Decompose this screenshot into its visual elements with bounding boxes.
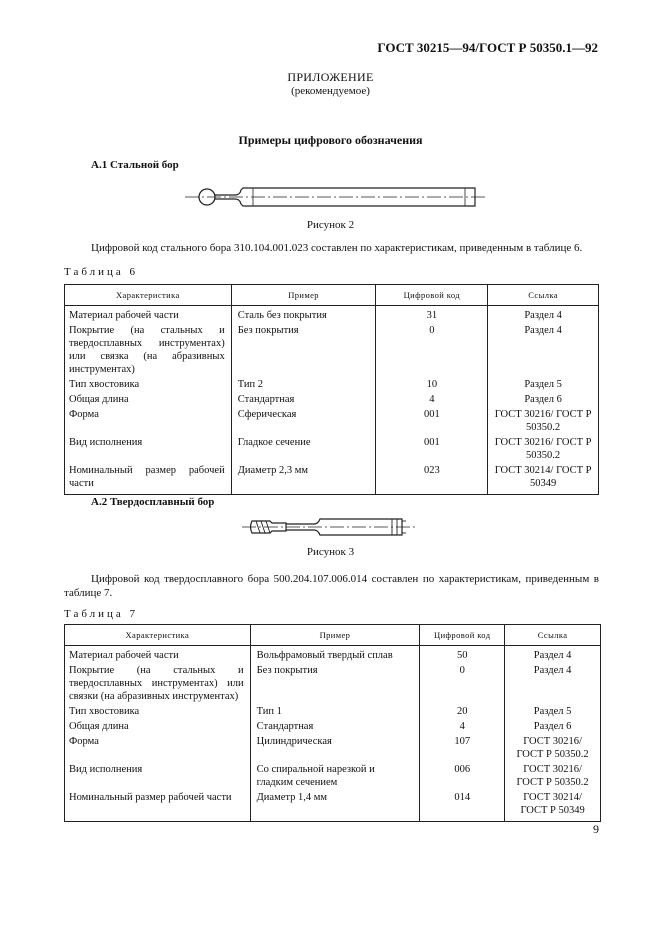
- table-7: [64, 624, 601, 822]
- table-row: [65, 704, 601, 719]
- reference-cell: ГОСТ 30216/ ГОСТ Р 50350.2: [488, 435, 599, 463]
- section-a1-paragraph: Цифровой код стального бора 310.104.001.023 составлен по характеристикам, приведенным в таблице 6.: [91, 242, 583, 254]
- table-row: [65, 790, 601, 822]
- characteristic-cell: Вид исполнения: [65, 435, 232, 463]
- reference-cell: ГОСТ 30216/ ГОСТ Р 50350.2: [505, 762, 601, 790]
- example-cell: Без покрытия: [250, 663, 420, 704]
- characteristic-cell: Тип хвостовика: [65, 704, 251, 719]
- characteristic-cell: Общая длина: [65, 392, 232, 407]
- code-cell: 31: [376, 306, 488, 324]
- document-header: ГОСТ 30215—94/ГОСТ Р 50350.1—92: [377, 40, 598, 55]
- table-row: [65, 663, 601, 704]
- reference-cell: ГОСТ 30214/ ГОСТ Р 50349: [505, 790, 601, 822]
- table-row: [65, 392, 599, 407]
- characteristic-cell: Вид исполнения: [65, 762, 251, 790]
- reference-cell: Раздел 6: [488, 392, 599, 407]
- table-6-header: Цифровой код: [376, 285, 488, 306]
- code-cell: 0: [376, 323, 488, 377]
- table-row: [65, 762, 601, 790]
- code-cell: 107: [420, 734, 505, 762]
- characteristic-cell: Форма: [65, 734, 251, 762]
- figure-3-caption: Рисунок 3: [306, 546, 355, 558]
- figure-2-caption: Рисунок 2: [306, 219, 355, 231]
- reference-cell: ГОСТ 30216/ ГОСТ Р 50350.2: [488, 407, 599, 435]
- table-row: [65, 646, 601, 664]
- example-cell: Тип 1: [250, 704, 420, 719]
- characteristic-cell: Материал рабочей части: [65, 306, 232, 324]
- characteristic-cell: Покрытие (на стальных и твердосплавных инструментах) или связка (на абразивных инструментах): [65, 323, 232, 377]
- code-cell: 4: [376, 392, 488, 407]
- section-a1-title: А.1 Стальной бор: [91, 159, 179, 171]
- reference-cell: ГОСТ 30214/ ГОСТ Р 50349: [488, 463, 599, 495]
- example-cell: Со спиральной нарезкой и гладким сечением: [250, 762, 420, 790]
- code-cell: 014: [420, 790, 505, 822]
- reference-cell: Раздел 4: [505, 646, 601, 664]
- example-cell: Диаметр 1,4 мм: [250, 790, 420, 822]
- table-6-title: Таблица 6: [64, 266, 139, 278]
- appendix-title: ПРИЛОЖЕНИЕ: [287, 70, 374, 84]
- example-cell: Диаметр 2,3 мм: [231, 463, 376, 495]
- characteristic-cell: Общая длина: [65, 719, 251, 734]
- appendix-subtitle: (рекомендуемое): [291, 85, 370, 97]
- code-cell: 001: [376, 435, 488, 463]
- table-6: [64, 284, 599, 495]
- table-7-header: Ссылка: [505, 625, 601, 646]
- examples-heading: Примеры цифрового обозначения: [238, 133, 423, 147]
- example-cell: Цилиндрическая: [250, 734, 420, 762]
- code-cell: 10: [376, 377, 488, 392]
- carbide-burr-drawing: [242, 512, 417, 542]
- reference-cell: Раздел 4: [505, 663, 601, 704]
- table-7-header: Характеристика: [65, 625, 251, 646]
- code-cell: 023: [376, 463, 488, 495]
- code-cell: 0: [420, 663, 505, 704]
- table-row: [65, 734, 601, 762]
- characteristic-cell: Номинальный размер рабочей части: [65, 790, 251, 822]
- section-a2-paragraph: Цифровой код твердосплавного бора 500.204.107.006.014 составлен по характеристикам, приведенным в таблице 7.: [64, 573, 599, 599]
- table-row: [65, 306, 599, 324]
- example-cell: Сферическая: [231, 407, 376, 435]
- example-cell: Стандартная: [250, 719, 420, 734]
- code-cell: 001: [376, 407, 488, 435]
- reference-cell: Раздел 4: [488, 306, 599, 324]
- characteristic-cell: Номинальный размер рабочей части: [65, 463, 232, 495]
- example-cell: Тип 2: [231, 377, 376, 392]
- characteristic-cell: Покрытие (на стальных и твердосплавных инструментах) или связки (на абразивных инструментах): [65, 663, 251, 704]
- reference-cell: Раздел 4: [488, 323, 599, 377]
- example-cell: Гладкое сечение: [231, 435, 376, 463]
- characteristic-cell: Форма: [65, 407, 232, 435]
- table-row: [65, 323, 599, 377]
- table-row: [65, 407, 599, 435]
- table-7-header: Пример: [250, 625, 420, 646]
- code-cell: 50: [420, 646, 505, 664]
- table-row: [65, 377, 599, 392]
- characteristic-cell: Материал рабочей части: [65, 646, 251, 664]
- table-row: [65, 435, 599, 463]
- table-7-title: Таблица 7: [64, 608, 139, 620]
- reference-cell: ГОСТ 30216/ ГОСТ Р 50350.2: [505, 734, 601, 762]
- table-row: [65, 463, 599, 495]
- reference-cell: Раздел 5: [488, 377, 599, 392]
- example-cell: Без покрытия: [231, 323, 376, 377]
- code-cell: 006: [420, 762, 505, 790]
- table-7-header: Цифровой код: [420, 625, 505, 646]
- characteristic-cell: Тип хвостовика: [65, 377, 232, 392]
- example-cell: Сталь без покрытия: [231, 306, 376, 324]
- code-cell: 4: [420, 719, 505, 734]
- page-number: 9: [593, 822, 599, 836]
- code-cell: 20: [420, 704, 505, 719]
- example-cell: Стандартная: [231, 392, 376, 407]
- table-6-header: Ссылка: [488, 285, 599, 306]
- reference-cell: Раздел 5: [505, 704, 601, 719]
- reference-cell: Раздел 6: [505, 719, 601, 734]
- table-6-header: Характеристика: [65, 285, 232, 306]
- table-6-header: Пример: [231, 285, 376, 306]
- steel-burr-drawing: [185, 180, 485, 212]
- example-cell: Вольфрамовый твердый сплав: [250, 646, 420, 664]
- section-a2-title: А.2 Твердосплавный бор: [91, 496, 215, 508]
- table-row: [65, 719, 601, 734]
